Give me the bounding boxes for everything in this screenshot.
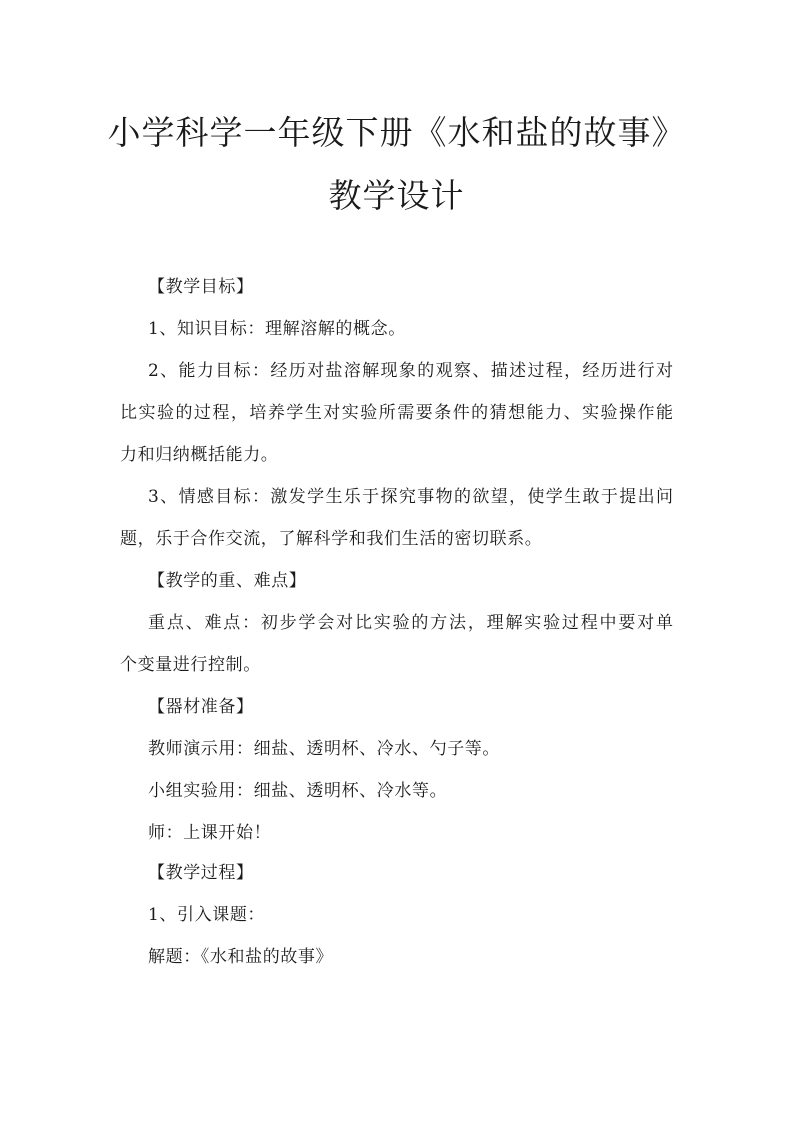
document-title-line1: 小学科学一年级下册《水和盐的故事》 bbox=[107, 113, 686, 152]
goal-ability-line3: 力和归纳概括能力。 bbox=[120, 445, 279, 465]
key-points-line2: 个变量进行控制。 bbox=[120, 655, 261, 675]
goal-emotion-line1: 3、情感目标：激发学生乐于探究事物的欲望，使学生敢于提出问 bbox=[148, 487, 673, 507]
key-points-line1: 重点、难点：初步学会对比实验的方法，理解实验过程中要对单 bbox=[148, 613, 673, 633]
process-topic: 解题：《水和盐的故事》 bbox=[148, 947, 334, 967]
class-start: 师：上课开始！ bbox=[148, 823, 272, 843]
document-title-line2: 教学设计 bbox=[328, 176, 465, 215]
goal-ability-line1: 2、能力目标：经历对盐溶解现象的观察、描述过程，经历进行对 bbox=[148, 361, 673, 381]
section-heading-key-points: 【教学的重、难点】 bbox=[148, 571, 307, 591]
process-step1: 1、引入课题： bbox=[148, 905, 266, 925]
section-heading-goals: 【教学目标】 bbox=[148, 277, 254, 297]
goal-ability-line2: 比实验的过程，培养学生对实验所需要条件的猜想能力、实验操作能 bbox=[120, 403, 673, 423]
materials-teacher: 教师演示用：细盐、透明杯、冷水、勺子等。 bbox=[148, 739, 500, 759]
goal-emotion-line2: 题，乐于合作交流，了解科学和我们生活的密切联系。 bbox=[120, 529, 543, 549]
goal-knowledge: 1、知识目标：理解溶解的概念。 bbox=[148, 319, 406, 339]
section-heading-materials: 【器材准备】 bbox=[148, 697, 254, 717]
section-heading-process: 【教学过程】 bbox=[148, 863, 254, 883]
materials-group: 小组实验用：细盐、透明杯、冷水等。 bbox=[148, 781, 448, 801]
